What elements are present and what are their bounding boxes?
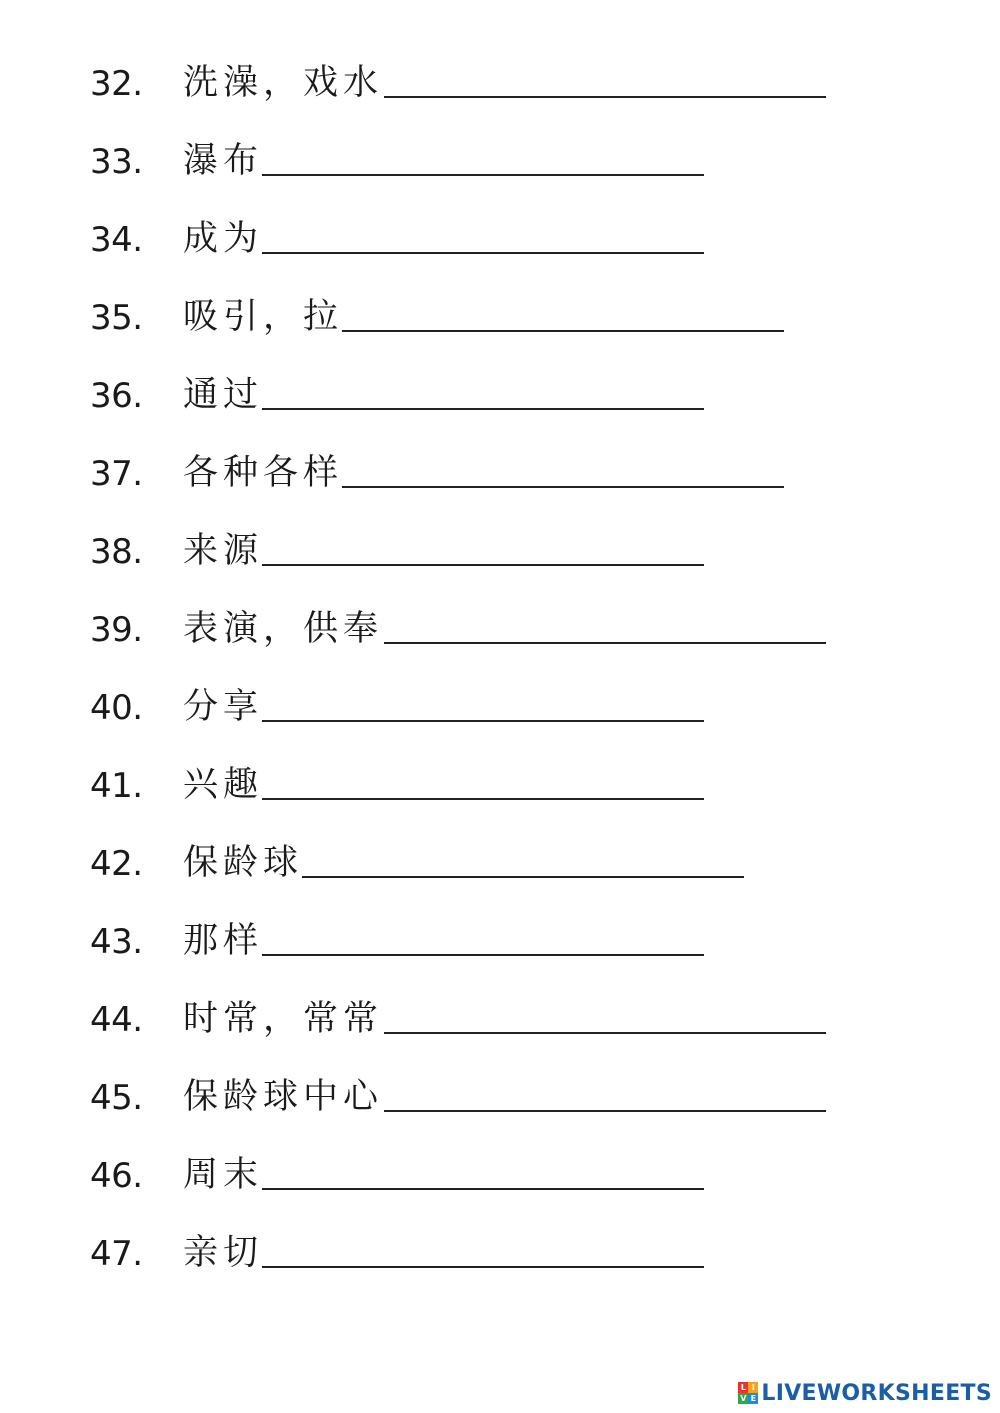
answer-input-40[interactable] [262,692,704,722]
item-word: 时常，常常 [183,999,384,1039]
item-word: 保龄球中心 [183,1077,384,1117]
answer-input-45[interactable] [384,1082,826,1112]
list-item [0,758,1000,818]
list-item [0,212,1000,272]
item-number: 43. [90,922,143,962]
item-number: 42. [90,844,143,884]
logo-badge-letter: I [748,1382,758,1393]
item-word: 周末 [183,1155,264,1195]
item-number: 33. [90,142,143,182]
logo-badge-letter: V [740,1394,747,1403]
list-item [0,524,1000,584]
item-word: 亲切 [183,1233,264,1273]
liveworksheets-logo [738,1379,992,1407]
answer-input-43[interactable] [262,926,704,956]
item-word: 来源 [183,531,264,571]
item-number: 44. [90,1000,143,1040]
list-item [0,1226,1000,1286]
logo-badge-letter: L [738,1382,748,1393]
answer-input-41[interactable] [262,770,704,800]
answer-input-46[interactable] [262,1160,704,1190]
answer-input-38[interactable] [262,536,704,566]
item-number: 39. [90,610,143,650]
item-word: 兴趣 [183,765,264,805]
list-item [0,134,1000,194]
item-number: 38. [90,532,143,572]
item-number: 36. [90,376,143,416]
answer-input-42[interactable] [302,848,744,878]
item-word: 保龄球 [183,843,304,883]
answer-input-32[interactable] [384,68,826,98]
item-word: 通过 [183,375,264,415]
list-item [0,602,1000,662]
list-item [0,56,1000,116]
answer-input-33[interactable] [262,146,704,176]
answer-input-35[interactable] [342,302,784,332]
logo-badge-icon [738,1382,758,1404]
list-item [0,446,1000,506]
item-number: 32. [90,64,143,104]
list-item [0,914,1000,974]
item-word: 洗澡，戏水 [183,63,384,103]
answer-input-34[interactable] [262,224,704,254]
item-number: 35. [90,298,143,338]
answer-input-44[interactable] [384,1004,826,1034]
list-item [0,680,1000,740]
item-number: 41. [90,766,143,806]
item-number: 37. [90,454,143,494]
item-number: 45. [90,1078,143,1118]
answer-input-36[interactable] [262,380,704,410]
list-item [0,992,1000,1052]
answer-input-39[interactable] [384,614,826,644]
answer-input-37[interactable] [342,458,784,488]
answer-input-47[interactable] [262,1238,704,1268]
item-number: 40. [90,688,143,728]
list-item [0,1148,1000,1208]
logo-text: LIVEWORKSHEETS [761,1380,992,1406]
item-word: 表演，供奉 [183,609,384,649]
list-item [0,836,1000,896]
list-item [0,290,1000,350]
logo-badge-letter: E [748,1393,758,1404]
item-word: 瀑布 [183,141,264,181]
item-word: 各种各样 [183,453,344,493]
item-word: 那样 [183,921,264,961]
list-item [0,1070,1000,1130]
item-number: 47. [90,1234,143,1274]
item-number: 34. [90,220,143,260]
item-number: 46. [90,1156,143,1196]
item-word: 分享 [183,687,264,727]
item-word: 吸引，拉 [183,297,344,337]
list-item [0,368,1000,428]
item-word: 成为 [183,219,264,259]
